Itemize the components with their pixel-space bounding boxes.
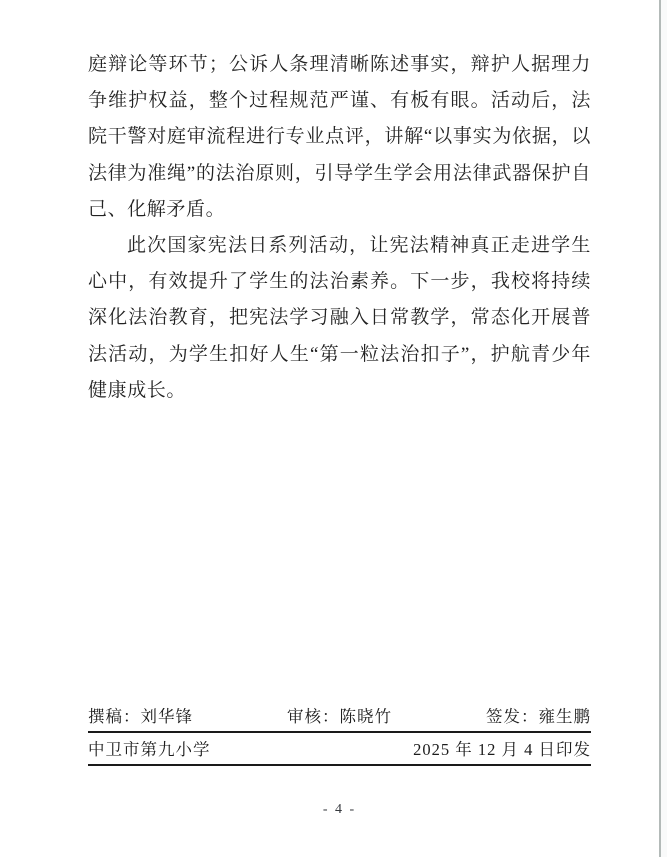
document-body (88, 47, 591, 409)
organization-name: 中卫市第九小学 (88, 740, 211, 759)
print-date: 2025 年 12 月 4 日印发 (413, 740, 591, 759)
page-edge-border (659, 0, 661, 857)
page-number: - 4 - (322, 802, 357, 817)
drafter-field: 撰稿：刘华锋 (88, 707, 193, 726)
issuing-row (88, 733, 591, 766)
signature-row (88, 703, 591, 733)
page-edge-margin (661, 0, 667, 857)
issuer-field: 签发：雍生鹏 (486, 707, 591, 726)
paragraph-continuation: 庭辩论等环节；公诉人条理清晰陈述事实，辩护人据理力争维护权益，整个过程规范严谨、有板有眼。活动后，法院干警对庭审流程进行专业点评，讲解“以事实为依据，以法律为准绳”的法治原则，引导学生学会用法律武器保护自己、化解矛盾。 (88, 54, 591, 220)
paragraph-summary: 此次国家宪法日系列活动，让宪法精神真正走进学生心中，有效提升了学生的法治素养。下一步，我校将持续深化法治教育，把宪法学习融入日常教学，常态化开展普法活动，为学生扣好人生“第一粒法治扣子”，护航青少年健康成长。 (88, 235, 591, 401)
reviewer-field: 审核：陈晓竹 (287, 707, 392, 726)
document-footer (88, 703, 591, 766)
